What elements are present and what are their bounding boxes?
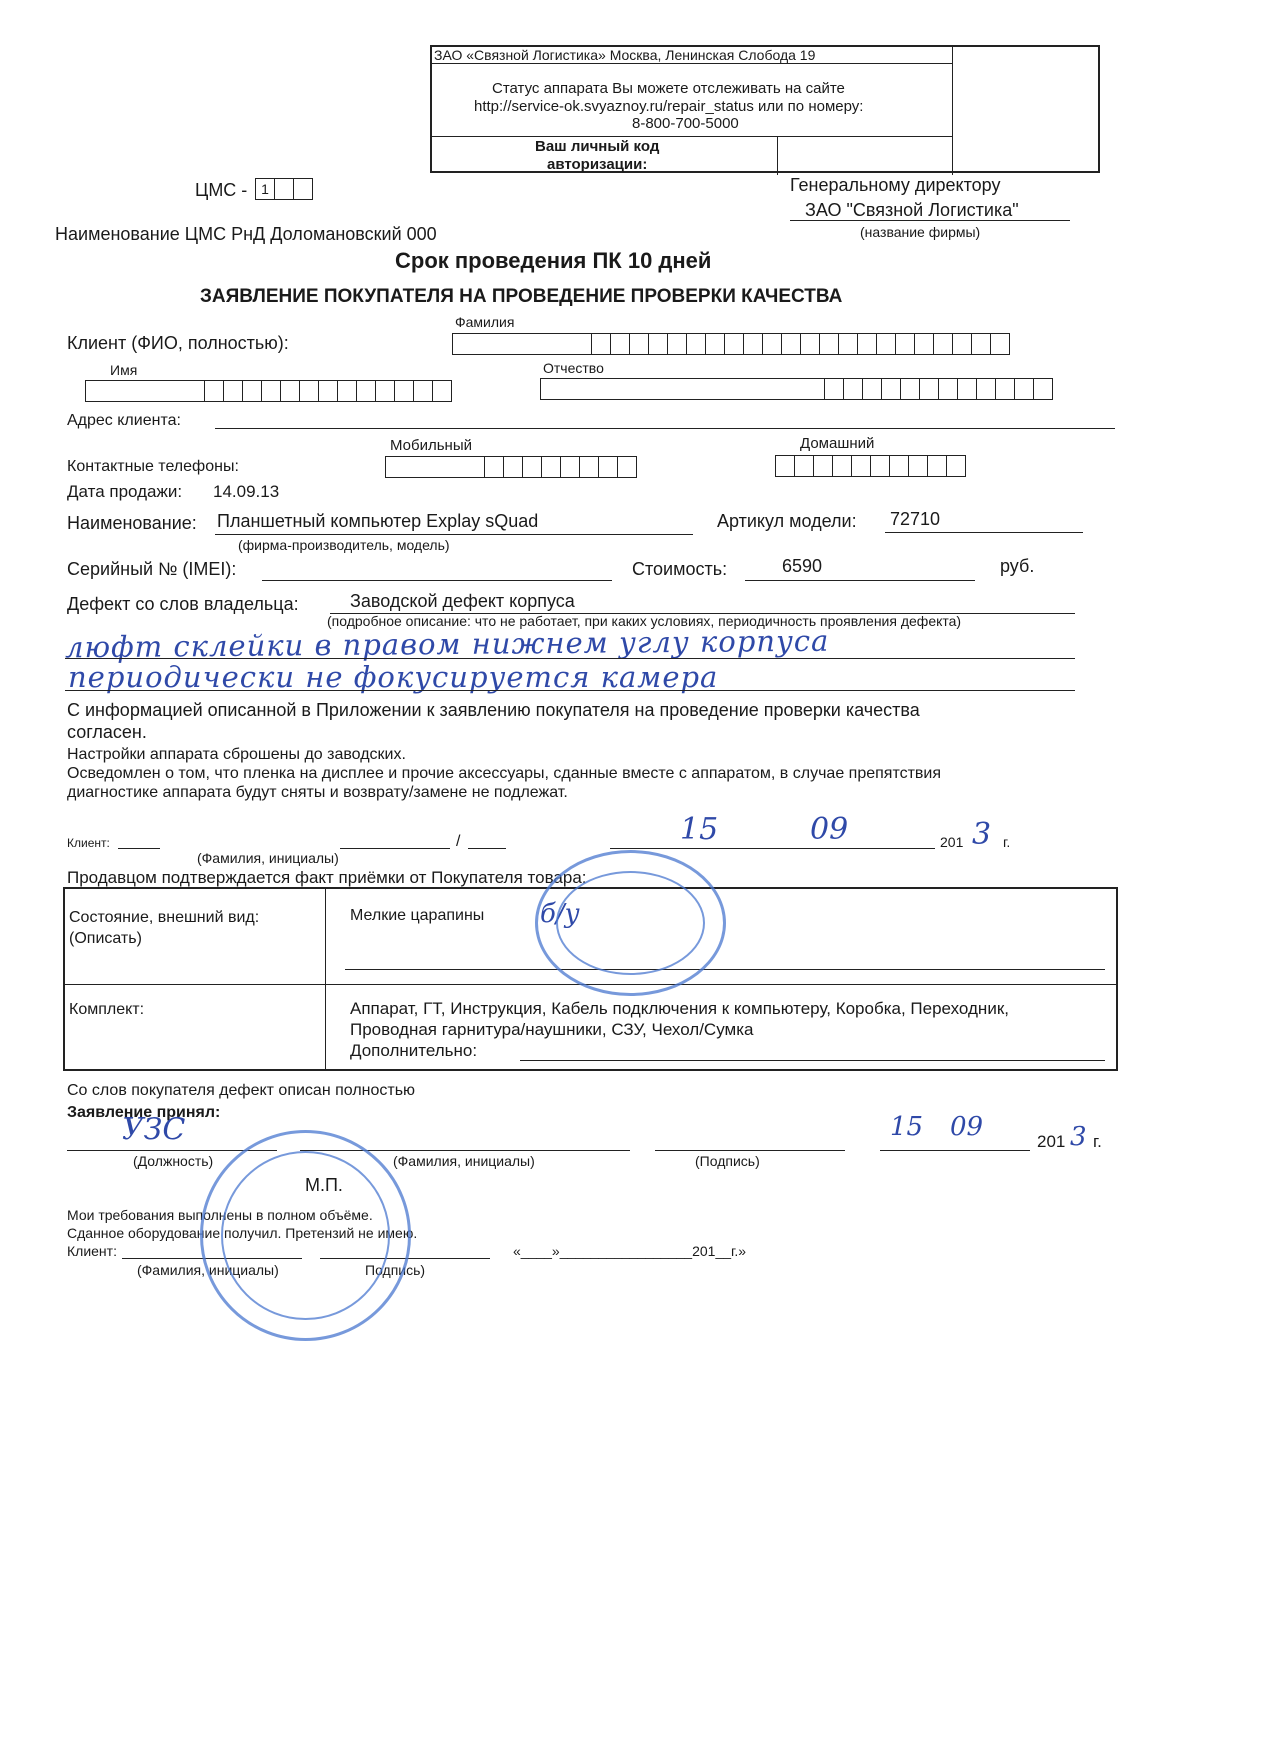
defect-handwritten-line-2: периодически не фокусируется камера xyxy=(68,660,719,694)
mp-label: М.П. xyxy=(305,1175,343,1195)
addressee-line-1: Генеральному директору xyxy=(790,175,1001,195)
mobile-caption: Мобильный xyxy=(390,437,472,454)
final-sign-caption: Подпись) xyxy=(365,1262,426,1278)
status-line-2: http://service-ok.svyaznoy.ru/repair_status или по номеру: xyxy=(474,98,864,115)
agreement-line-4: Осведомлен о том, что пленка на дисплее и прочие аксессуары, сданные вместе с аппаратом, в случае препятствия xyxy=(67,765,942,782)
agreement-line-2: согласен. xyxy=(67,722,147,742)
serial-line[interactable] xyxy=(262,580,612,581)
defect-label: Дефект со слов владельца: xyxy=(67,594,299,614)
mobile-cells[interactable] xyxy=(385,456,636,478)
defect-caption: (подробное описание: что не работает, при каких условиях, периодичность проявления дефекта) xyxy=(327,613,962,629)
sale-date-value: 14.09.13 xyxy=(213,482,280,501)
status-line-1: Статус аппарата Вы можете отслеживать на сайте xyxy=(492,80,845,97)
auth-line-2: авторизации: xyxy=(547,156,648,173)
addressee-line-2: ЗАО "Связной Логистика" xyxy=(805,200,1019,220)
client-label: Клиент (ФИО, полностью): xyxy=(67,333,289,353)
client-sign-caption: (Фамилия, инициалы) xyxy=(197,850,339,866)
agreement-line-1: С информацией описанной в Приложении к заявлению покупателя на проведение проверки качества xyxy=(67,700,920,720)
client-year-digit: 3 xyxy=(972,817,992,852)
cost-label: Стоимость: xyxy=(632,559,728,579)
defect-full: Со слов покупателя дефект описан полностью xyxy=(67,1082,416,1099)
patronymic-caption: Отчество xyxy=(543,360,604,376)
surname-cells[interactable] xyxy=(452,333,1009,355)
round-stamp-bottom xyxy=(200,1130,411,1341)
final-line-2: Сданное оборудование получил. Претензий не имею. xyxy=(67,1225,418,1241)
kit-line-2: Проводная гарнитура/наушники, СЗУ, Чехол/Сумка xyxy=(350,1020,754,1039)
client-sign-slash: / xyxy=(456,833,461,850)
accepted-year-digit: 3 xyxy=(1070,1122,1087,1152)
final-line-1: Мои требования выполнены в полном объёме. xyxy=(67,1207,373,1223)
accepted-sign-caption: (Подпись) xyxy=(695,1153,760,1169)
accepted-year-prefix: 201 xyxy=(1037,1132,1066,1151)
seller-confirm: Продавцом подтверждается факт приёмки от Покупателя товара: xyxy=(67,868,587,887)
condition-value: Мелкие царапины xyxy=(350,907,485,924)
agreement-line-5: диагностике аппарата будут сняты и возврату/замене не подлежат. xyxy=(67,784,568,801)
sale-date-label: Дата продажи: xyxy=(67,482,183,501)
status-line-3: 8-800-700-5000 xyxy=(632,115,739,132)
client-date-month: 09 xyxy=(810,812,849,847)
kit-extra-label: Дополнительно: xyxy=(350,1041,478,1060)
accepted-year-suffix: г. xyxy=(1093,1132,1102,1151)
address-label: Адрес клиента: xyxy=(67,412,181,429)
final-client-label: Клиент: xyxy=(67,1243,117,1259)
cms-name: Наименование ЦМС РнД Доломановский 000 xyxy=(55,224,437,244)
product-name-value: Планшетный компьютер Explay sQuad xyxy=(217,511,539,531)
final-date: «____»_________________201__г.» xyxy=(513,1243,747,1259)
accepted-date-day: 15 xyxy=(890,1112,924,1142)
cms-label: ЦМС - xyxy=(195,180,248,200)
accepted-position-hw: УЗС xyxy=(122,1112,186,1147)
client-year-suffix: г. xyxy=(1003,834,1011,850)
article-value: 72710 xyxy=(890,509,941,529)
agreement-line-3: Настройки аппарата сброшены до заводских. xyxy=(67,746,406,763)
kit-label: Комплект: xyxy=(69,1001,145,1018)
addressee-caption: (название фирмы) xyxy=(860,224,981,240)
position-caption: (Должность) xyxy=(133,1153,214,1169)
final-name-caption: (Фамилия, инициалы) xyxy=(137,1262,279,1278)
serial-label: Серийный № (IMEI): xyxy=(67,559,237,579)
home-cells[interactable] xyxy=(775,455,965,477)
term-title: Срок проведения ПК 10 дней xyxy=(395,248,712,273)
client-year-prefix: 201 xyxy=(940,834,964,850)
client-date-day: 15 xyxy=(680,812,719,847)
condition-label-1: Состояние, внешний вид: xyxy=(69,909,260,926)
article-label: Артикул модели: xyxy=(717,511,857,531)
header-box xyxy=(430,45,1100,173)
kit-line-1: Аппарат, ГТ, Инструкция, Кабель подключения к компьютеру, Коробка, Переходник, xyxy=(350,999,1009,1018)
home-caption: Домашний xyxy=(800,435,875,452)
currency: руб. xyxy=(1000,556,1035,576)
name-cells[interactable] xyxy=(85,380,451,402)
header-company-line: ЗАО «Связной Логистика» Москва, Ленинская Слобода 19 xyxy=(434,47,816,63)
round-stamp-top xyxy=(535,850,726,996)
auth-line-1: Ваш личный код xyxy=(535,138,660,155)
accepted-label: Заявление принял: xyxy=(67,1104,221,1121)
name-caption: Имя xyxy=(110,362,138,378)
defect-handwritten-line-1: люфт склейки в правом нижнем углу корпуса xyxy=(64,623,830,665)
cost-value: 6590 xyxy=(782,556,823,576)
main-title: ЗАЯВЛЕНИЕ ПОКУПАТЕЛЯ НА ПРОВЕДЕНИЕ ПРОВЕРКИ КАЧЕСТВА xyxy=(200,286,843,307)
client-sign-label: Клиент: xyxy=(67,836,110,850)
surname-caption: Фамилия xyxy=(455,314,515,330)
address-line[interactable] xyxy=(215,428,1115,429)
patronymic-cells[interactable] xyxy=(540,378,1052,400)
product-name-label: Наименование: xyxy=(67,513,197,533)
phones-label: Контактные телефоны: xyxy=(67,458,239,475)
cms-digit: 1 xyxy=(255,178,275,200)
cms-cells xyxy=(255,178,312,200)
condition-label-2: (Описать) xyxy=(69,930,142,947)
condition-handwritten: б/у xyxy=(540,899,580,929)
product-name-caption: (фирма-производитель, модель) xyxy=(238,537,450,553)
accepted-name-caption: (Фамилия, инициалы) xyxy=(393,1153,535,1169)
accepted-date-month: 09 xyxy=(950,1112,984,1142)
defect-value: Заводской дефект корпуса xyxy=(350,591,575,611)
